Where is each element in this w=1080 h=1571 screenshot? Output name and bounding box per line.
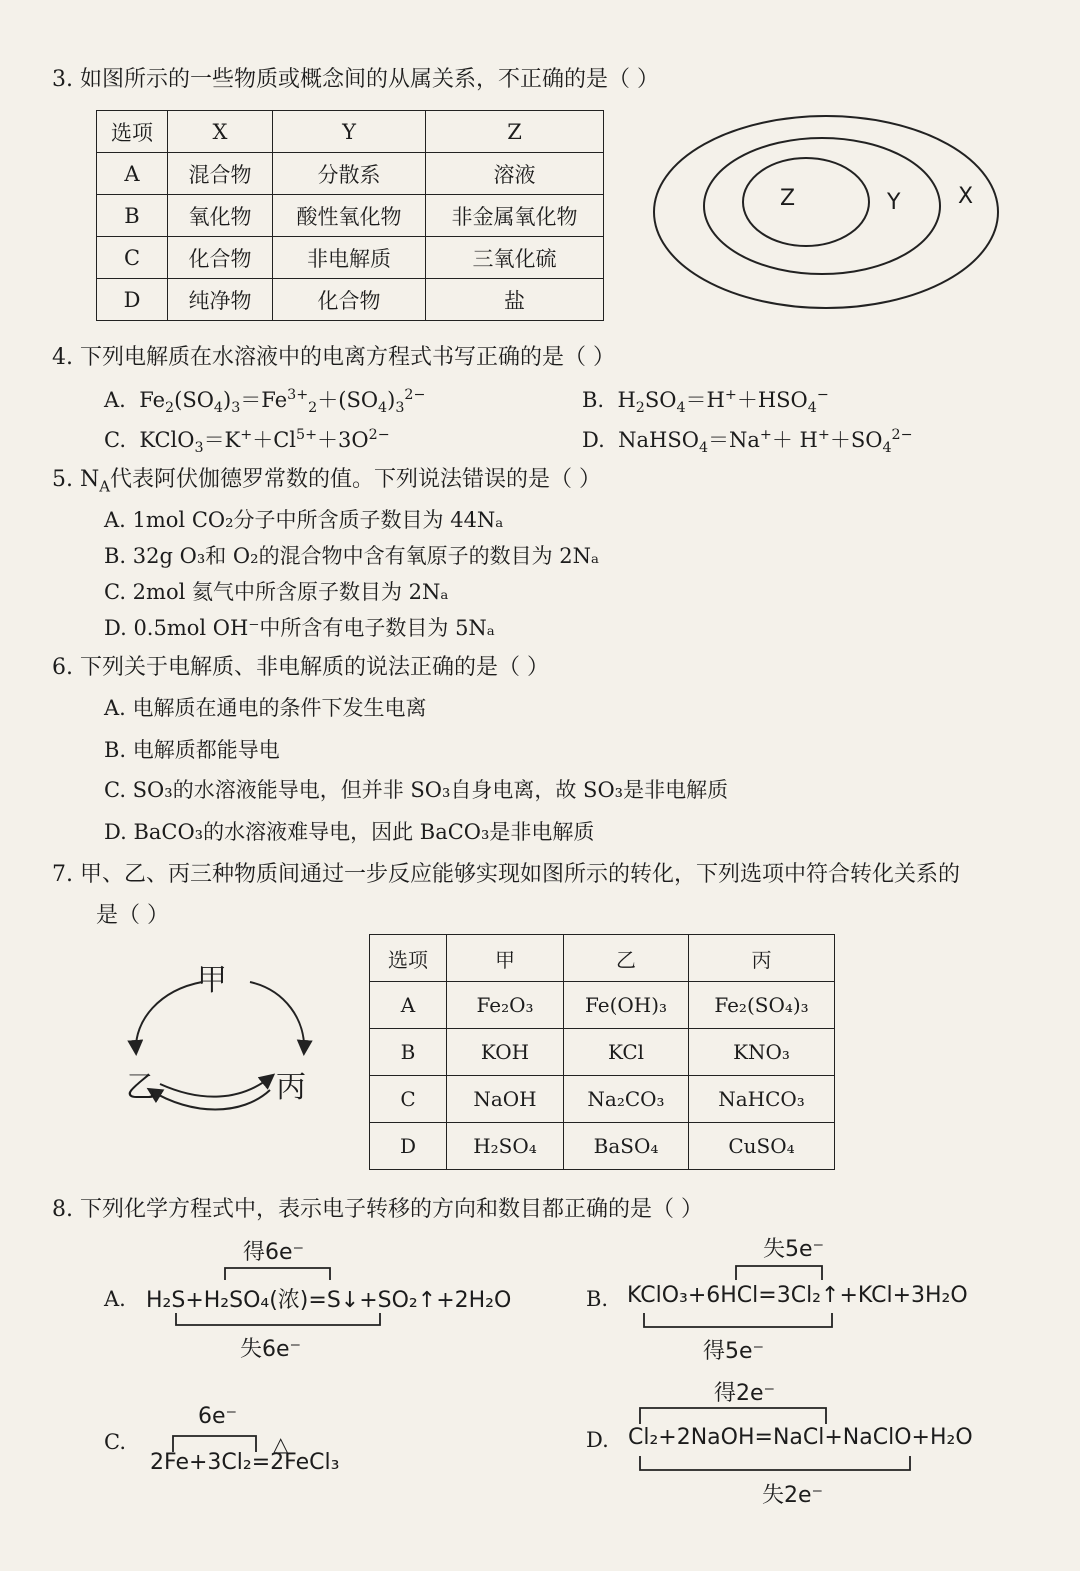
cycle-node-yi: 乙	[126, 1070, 156, 1105]
q3-cell: 酸性氧化物	[273, 195, 426, 237]
q8-d-equation: Cl₂+2NaOH=NaCl+NaClO+H₂O	[628, 1425, 973, 1450]
q3-cell: 纯净物	[168, 279, 273, 321]
q3-cell: C	[97, 237, 168, 279]
q7-cell: Fe₂O₃	[447, 982, 564, 1029]
q7-stem-line1: 7. 甲、乙、丙三种物质间通过一步反应能够实现如图所示的转化，下列选项中符合转化关系的	[52, 862, 960, 887]
q4-option-c: C. $KClO_3=K^++Cl^{5+}+3O^{2-}$	[104, 427, 390, 457]
q3-header-option: 选项	[97, 111, 168, 153]
q8-option-a-letter: A.	[104, 1287, 126, 1311]
q8-b-gain-label: 得5e⁻	[703, 1339, 765, 1364]
q3-table	[96, 110, 604, 321]
arrow-jia-to-bing	[250, 982, 304, 1052]
q7-cell: CuSO₄	[689, 1123, 835, 1170]
q8-d-lose-label: 失2e⁻	[762, 1483, 824, 1508]
q4-option-a-letter: A.	[104, 388, 126, 412]
ellipse-x	[654, 116, 998, 308]
cycle-node-bing: 丙	[276, 1070, 306, 1105]
q3-cell: 混合物	[168, 153, 273, 195]
q8-a-equation: H₂S+H₂SO₄(浓)=S↓+SO₂↑+2H₂O	[146, 1288, 512, 1313]
q3-cell: 化合物	[168, 237, 273, 279]
q7-cell: KNO₃	[689, 1029, 835, 1076]
q7-header-jia: 甲	[447, 935, 564, 982]
q3-stem: 3. 如图所示的一些物质或概念间的从属关系，不正确的是（ ）	[52, 67, 659, 92]
q8-option-b-letter: B.	[586, 1287, 609, 1311]
q7-cell: H₂SO₄	[447, 1123, 564, 1170]
q7-cell: D	[370, 1123, 447, 1170]
q3-header-y: Y	[273, 111, 426, 153]
q7-cell: Na₂CO₃	[564, 1076, 689, 1123]
q8-c-equation: 2Fe+3Cl₂=2FeCl₃	[150, 1450, 340, 1475]
q3-header-x: X	[168, 111, 273, 153]
q3-cell: B	[97, 195, 168, 237]
q7-cell: B	[370, 1029, 447, 1076]
q5-option-a: A. 1mol CO₂分子中所含质子数目为 44Nₐ	[104, 508, 504, 532]
q3-cell: 盐	[426, 279, 604, 321]
q6-option-c: C. SO₃的水溶液能导电，但并非 SO₃自身电离，故 SO₃是非电解质	[104, 778, 729, 802]
q7-stem-line2: 是（ ）	[96, 903, 169, 928]
q5-option-c: C. 2mol 氦气中所含原子数目为 2Nₐ	[104, 580, 449, 604]
ellipse-z	[743, 158, 869, 246]
q8-c-electron-label: 6e⁻	[198, 1404, 238, 1429]
q3-cell: D	[97, 279, 168, 321]
q8-b-lose-label: 失5e⁻	[763, 1237, 825, 1262]
q7-header-bing: 丙	[689, 935, 835, 982]
q6-option-a: A. 电解质在通电的条件下发生电离	[104, 696, 427, 720]
arrow-jia-to-yi	[136, 982, 202, 1052]
q8-a-lose-label: 失6e⁻	[240, 1337, 302, 1362]
q8-a-gain-label: 得6e⁻	[243, 1240, 305, 1265]
q5-stem	[52, 462, 602, 496]
q8-option-d-letter: D.	[586, 1428, 609, 1452]
q8-option-c-letter: C.	[104, 1430, 126, 1454]
q4-option-c-letter: C.	[104, 428, 126, 452]
q6-option-b: B. 电解质都能导电	[104, 738, 280, 762]
q7-cell: KOH	[447, 1029, 564, 1076]
q5-stem-post: 代表阿伏伽德罗常数的值。下列说法错误的是（ ）	[110, 467, 602, 492]
diagram-label-y: Y	[887, 190, 901, 215]
q3-cell: 溶液	[426, 153, 604, 195]
q4-stem: 4. 下列电解质在水溶液中的电离方程式书写正确的是（ ）	[52, 345, 615, 370]
q4-option-a: A. $Fe_2(SO_4)_3=Fe^{3+}_2+(SO_4)_3^{2-}$	[104, 387, 426, 417]
q3-cell: 非电解质	[273, 237, 426, 279]
q8-stem: 8. 下列化学方程式中，表示电子转移的方向和数目都正确的是（ ）	[52, 1197, 703, 1222]
q7-cell: A	[370, 982, 447, 1029]
diagram-label-z: Z	[780, 186, 796, 211]
q7-cell: KCl	[564, 1029, 689, 1076]
q6-option-d: D. BaCO₃的水溶液难导电，因此 BaCO₃是非电解质	[104, 820, 595, 844]
q3-cell: A	[97, 153, 168, 195]
q8-d-gain-label: 得2e⁻	[714, 1381, 776, 1406]
q6-stem: 6. 下列关于电解质、非电解质的说法正确的是（ ）	[52, 655, 549, 680]
q3-cell: 化合物	[273, 279, 426, 321]
arrow-yi-to-bing	[160, 1076, 272, 1097]
q4-option-d: D. NaHSO$_4$＝Na+＋ $H^++SO_4^{2-}$	[582, 427, 913, 457]
cycle-node-jia: 甲	[197, 963, 227, 998]
q8-d-lose-bracket	[0, 0, 1, 1]
diagram-label-x: X	[958, 184, 974, 209]
arrow-bing-to-yi	[150, 1090, 270, 1110]
q5-option-b: B. 32g O₃和 O₂的混合物中含有氧原子的数目为 2Nₐ	[104, 544, 600, 568]
q7-cell: C	[370, 1076, 447, 1123]
q5-stem-pre: 5. N	[52, 467, 100, 492]
q4-option-b: B. $H_2SO_4=H^++HSO_4^-$	[582, 387, 829, 417]
q8-c-heat-symbol: △	[273, 1432, 289, 1456]
q7-header-option: 选项	[370, 935, 447, 982]
q3-cell: 分散系	[273, 153, 426, 195]
q3-cell: 三氧化硫	[426, 237, 604, 279]
q7-header-yi: 乙	[564, 935, 689, 982]
q3-nested-ellipse-diagram	[650, 112, 1002, 312]
q7-cell: Fe(OH)₃	[564, 982, 689, 1029]
q7-cell: Fe₂(SO₄)₃	[689, 982, 835, 1029]
q8-b-equation: KClO₃+6HCl=3Cl₂↑+KCl+3H₂O	[627, 1283, 968, 1308]
q3-cell: 氧化物	[168, 195, 273, 237]
q5-stem-sub: A	[99, 477, 111, 496]
q7-cell: NaHCO₃	[689, 1076, 835, 1123]
q7-cell: BaSO₄	[564, 1123, 689, 1170]
q3-cell: 非金属氧化物	[426, 195, 604, 237]
q4-option-b-letter: B.	[582, 388, 605, 412]
q3-header-z: Z	[426, 111, 604, 153]
q7-table	[369, 934, 835, 1170]
q7-cell: NaOH	[447, 1076, 564, 1123]
q4-option-d-letter: D.	[582, 428, 605, 452]
q5-option-d: D. 0.5mol OH⁻中所含有电子数目为 5Nₐ	[104, 616, 495, 640]
